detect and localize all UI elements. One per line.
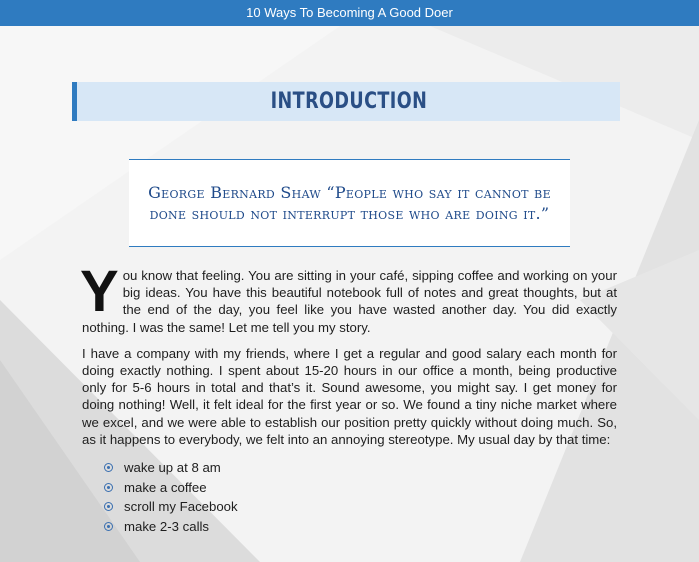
list-item	[104, 517, 617, 537]
list-item-text: make a coffee	[124, 479, 207, 495]
bullet-icon	[104, 483, 113, 492]
paragraph-2: I have a company with my friends, where I get a regular and good salary each month for doing exactly nothing. I spent about 15-20 hours in our office a month, being productive only for 5-6 hours in total and that’s it. Sound awesome, you might say. I get money for doing nothing! Well, it felt ideal for the first year or so. We found a tiny niche market where we excel, and we were able to establish our position pretty quickly without doing much. So, as it happens to everybody, we felt into an annoying stereotype. My usual day by that time:	[82, 345, 617, 447]
bullet-icon	[104, 522, 113, 531]
paragraph-1-text: ou know that feeling. You are sitting in your café, sipping coffee and working on your big ideas. You have this beautiful notebook full of notes and great thoughts, but at the end of the day, you feel like you have wasted another day. You did exactly nothing. I was the same! Let me tell you my story.	[82, 268, 617, 335]
paragraph-1	[80, 259, 617, 336]
quote-text: George Bernard Shaw “People who say it cannot be done should not interrupt those who are doing it.”	[148, 183, 551, 223]
body-content	[80, 259, 617, 536]
document-title: 10 Ways To Becoming A Good Doer	[246, 5, 453, 20]
section-heading: INTRODUCTION	[270, 89, 427, 114]
list-item	[104, 478, 617, 498]
drop-cap: Y	[80, 259, 119, 324]
list-item-text: wake up at 8 am	[124, 460, 221, 476]
section-heading-box	[72, 82, 620, 121]
list-item	[104, 497, 617, 517]
list-item-text: make 2-3 calls	[124, 518, 210, 534]
daily-routine-list	[82, 458, 617, 536]
bullet-icon	[104, 463, 113, 472]
bullet-icon	[104, 502, 113, 511]
list-item-text: scroll my Facebook	[124, 499, 238, 515]
quote-box	[129, 159, 570, 247]
list-item	[104, 458, 617, 478]
document-header-bar	[0, 0, 699, 26]
